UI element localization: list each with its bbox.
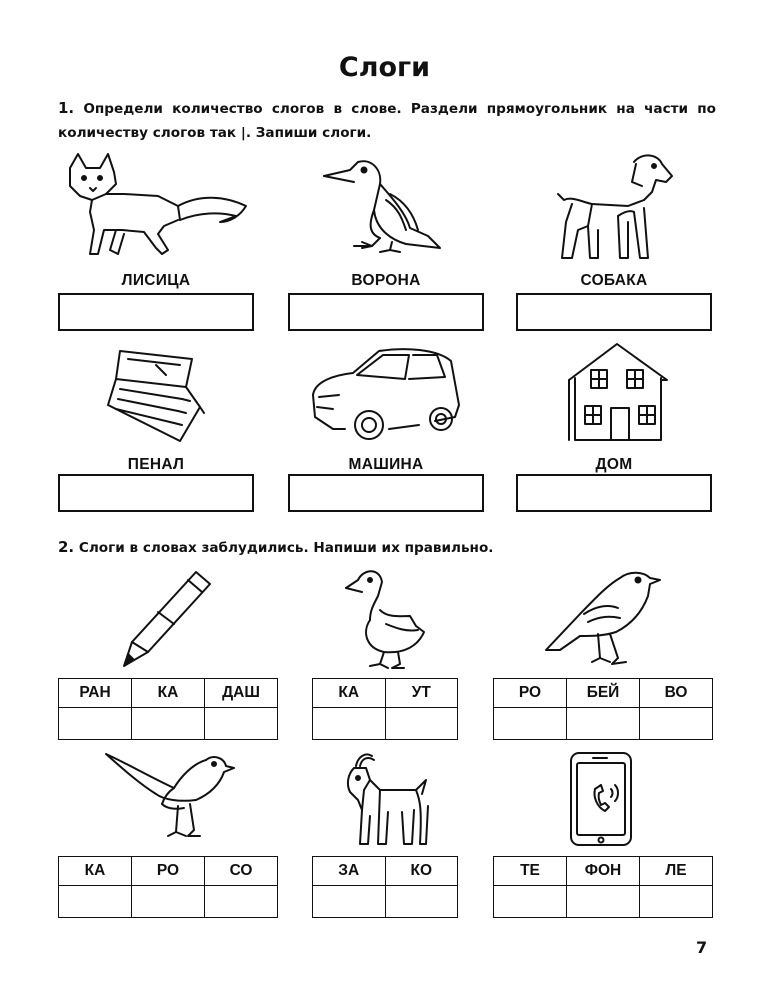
syllable-cell: ФОН: [567, 857, 640, 886]
page-number: 7: [696, 938, 708, 957]
task-2-text: Слоги в словах заблудились. Напиши их правильно.: [78, 540, 494, 556]
syllable-cell: УТ: [385, 679, 458, 708]
answer-cell[interactable]: [385, 886, 458, 918]
syllable-table-pencil: [58, 678, 278, 740]
word-label: МАШИНА: [348, 456, 424, 473]
answer-box-dom[interactable]: [516, 474, 712, 512]
crow-icon: [310, 150, 458, 268]
syllable-cell: ТЕ: [494, 857, 567, 886]
syllable-table-sparrow: [493, 678, 713, 740]
answer-cell[interactable]: [59, 886, 132, 918]
answer-box-sobaka[interactable]: [516, 293, 712, 331]
answer-box-penal[interactable]: [58, 474, 254, 512]
syllable-cell: КА: [313, 679, 386, 708]
task-2-instruction: [58, 535, 716, 560]
answer-cell[interactable]: [567, 708, 640, 740]
syllable-cell: ВО: [640, 679, 713, 708]
word-label: СОБАКА: [580, 272, 648, 289]
car-icon: [305, 345, 465, 445]
syllable-cell: КА: [132, 679, 205, 708]
answer-cell[interactable]: [313, 886, 386, 918]
answer-box-vorona[interactable]: [288, 293, 484, 331]
syllable-cell: РО: [132, 857, 205, 886]
answer-cell[interactable]: [132, 708, 205, 740]
answer-cell[interactable]: [567, 886, 640, 918]
answer-cell[interactable]: [640, 708, 713, 740]
syllable-cell: СО: [205, 857, 278, 886]
answer-cell[interactable]: [59, 708, 132, 740]
syllable-table-duck: [312, 678, 458, 740]
pencil-icon: [118, 566, 214, 670]
syllable-cell: ДАШ: [205, 679, 278, 708]
answer-cell[interactable]: [132, 886, 205, 918]
syllable-cell: БЕЙ: [567, 679, 640, 708]
duck-icon: [340, 562, 430, 674]
syllable-table-goat: [312, 856, 458, 918]
task-1-text: Определи количество слогов в слове. Раздели прямоугольник на части по количеству слогов так |. Запиши слоги.: [58, 101, 716, 141]
syllable-cell: РО: [494, 679, 567, 708]
word-label: ПЕНАЛ: [127, 456, 185, 473]
answer-cell[interactable]: [205, 886, 278, 918]
syllable-cell: КО: [385, 857, 458, 886]
word-label: ЛИСИЦА: [121, 272, 191, 289]
answer-cell[interactable]: [640, 886, 713, 918]
task-1-number: 1.: [58, 99, 75, 117]
syllable-cell: КА: [59, 857, 132, 886]
answer-box-lisitsa[interactable]: [58, 293, 254, 331]
syllable-cell: ЛЕ: [640, 857, 713, 886]
page-title: Слоги: [338, 52, 431, 83]
goat-icon: [336, 750, 432, 850]
pencil-case-icon: [100, 345, 212, 445]
phone-icon: [567, 749, 639, 849]
fox-icon: [60, 150, 256, 268]
answer-cell[interactable]: [205, 708, 278, 740]
task-1-instruction: [58, 96, 716, 145]
house-icon: [565, 340, 671, 445]
syllable-cell: ЗА: [313, 857, 386, 886]
syllable-cell: РАН: [59, 679, 132, 708]
answer-cell[interactable]: [494, 886, 567, 918]
sparrow-icon: [540, 566, 666, 672]
magpie-icon: [100, 748, 236, 846]
answer-box-mashina[interactable]: [288, 474, 484, 512]
answer-cell[interactable]: [313, 708, 386, 740]
word-label: ДОМ: [595, 456, 633, 473]
syllable-table-magpie: [58, 856, 278, 918]
word-label: ВОРОНА: [351, 272, 421, 289]
answer-cell[interactable]: [494, 708, 567, 740]
dog-icon: [548, 150, 678, 268]
task-2-number: 2.: [58, 538, 75, 556]
answer-cell[interactable]: [385, 708, 458, 740]
syllable-table-phone: [493, 856, 713, 918]
